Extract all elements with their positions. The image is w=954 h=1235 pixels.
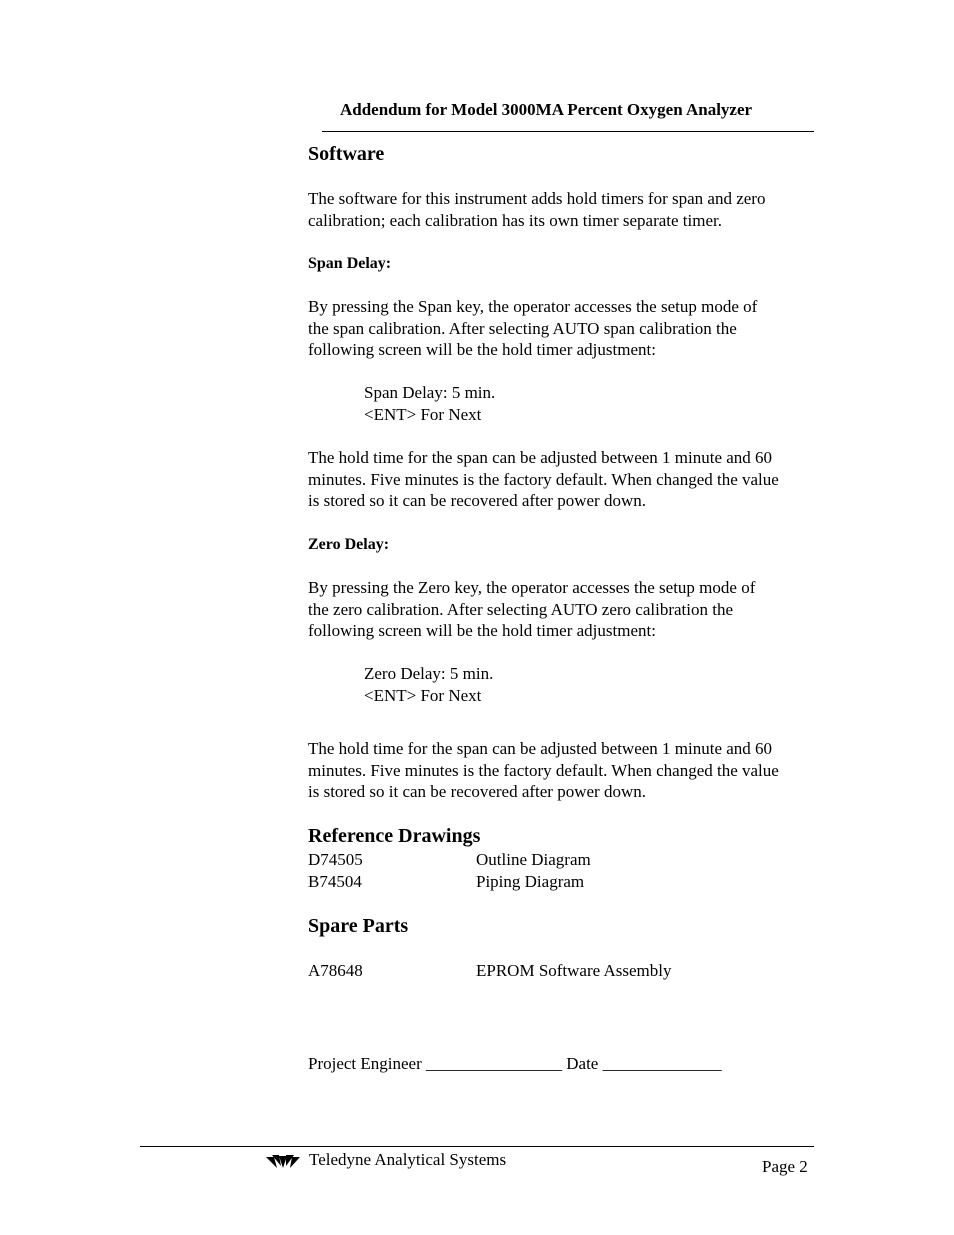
span-paragraph-line: the span calibration. After selecting AUTO span calibration the [308, 318, 737, 338]
page-number: Page 2 [762, 1157, 808, 1176]
part-name: EPROM Software Assembly [476, 961, 672, 980]
span-delay-paragraph-2 [308, 447, 838, 512]
zero-delay-heading: Zero Delay: [308, 536, 390, 553]
zero-paragraph-line: is stored so it can be recovered after power down. [308, 782, 646, 801]
teledyne-logo-icon [266, 1154, 300, 1170]
span-delay-heading: Span Delay: [308, 255, 392, 272]
span-screen-line-1: Span Delay: 5 min. [364, 383, 496, 402]
span-paragraph-line: minutes. Five minutes is the factory default. When changed the value [308, 469, 779, 489]
header-divider [322, 131, 814, 132]
document-header-title: Addendum for Model 3000MA Percent Oxygen Analyzer [340, 100, 753, 119]
footer-company-name: Teledyne Analytical Systems [309, 1150, 507, 1169]
zero-delay-paragraph-1 [308, 577, 838, 642]
software-heading: Software [308, 143, 385, 165]
span-paragraph-line: is stored so it can be recovered after power down. [308, 491, 646, 510]
span-paragraph-line: The hold time for the span can be adjusted between 1 minute and 60 [308, 448, 773, 467]
footer-divider [140, 1146, 814, 1147]
zero-paragraph-line: the zero calibration. After selecting AUTO zero calibration the [308, 599, 733, 619]
project-engineer-signoff-line: Project Engineer ________________ Date ______________ [308, 1054, 722, 1073]
drawing-number: D74505 [308, 850, 363, 869]
zero-paragraph-line: The hold time for the span can be adjusted between 1 minute and 60 [308, 739, 773, 758]
span-screen-line-2: <ENT> For Next [364, 405, 482, 424]
drawing-name: Piping Diagram [476, 872, 585, 891]
zero-paragraph-line: minutes. Five minutes is the factory default. When changed the value [308, 760, 779, 780]
zero-delay-paragraph-2 [308, 738, 838, 803]
part-number: A78648 [308, 961, 363, 980]
software-intro-line: The software for this instrument adds hold timers for span and zero [308, 189, 766, 208]
span-paragraph-line: By pressing the Span key, the operator accesses the setup mode of [308, 297, 758, 316]
zero-screen-line-2: <ENT> For Next [364, 686, 482, 705]
reference-drawings-heading: Reference Drawings [308, 825, 481, 847]
drawing-number: B74504 [308, 872, 362, 891]
software-intro-line: calibration; each calibration has its own timer separate timer. [308, 210, 722, 230]
span-delay-paragraph-1 [308, 296, 838, 361]
drawing-name: Outline Diagram [476, 850, 591, 869]
zero-paragraph-line: following screen will be the hold timer adjustment: [308, 621, 656, 640]
zero-paragraph-line: By pressing the Zero key, the operator accesses the setup mode of [308, 578, 756, 597]
zero-screen-line-1: Zero Delay: 5 min. [364, 664, 494, 683]
software-intro-paragraph [308, 188, 838, 231]
span-paragraph-line: following screen will be the hold timer adjustment: [308, 340, 656, 359]
spare-parts-heading: Spare Parts [308, 915, 409, 937]
